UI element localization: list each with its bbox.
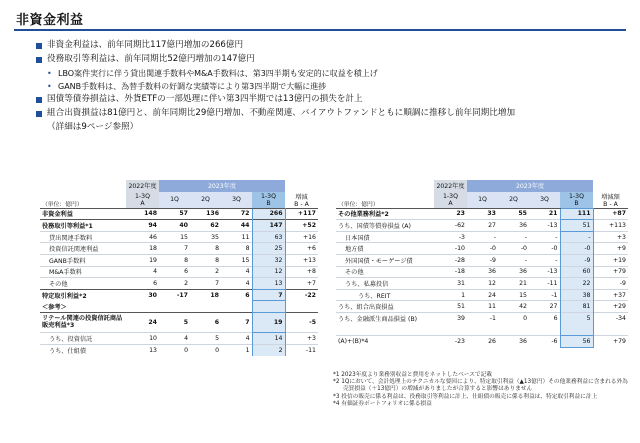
row-value: 51 — [560, 220, 593, 232]
row-value: 42 — [498, 301, 529, 313]
table-row — [336, 336, 628, 348]
col-diff-title: 増減 — [295, 193, 308, 201]
row-value: 147 — [252, 220, 285, 232]
unit-text: （単位：億円） — [338, 201, 379, 208]
row-value: 18 — [126, 243, 159, 255]
row-value: 11 — [221, 231, 252, 243]
col-a-label — [434, 192, 467, 209]
row-value: +3 — [285, 332, 318, 344]
row-value: 8 — [221, 243, 252, 255]
table-row — [40, 220, 318, 232]
table-row — [336, 278, 628, 290]
row-value: +9 — [593, 243, 628, 255]
row-value — [252, 301, 285, 313]
row-label: 非資金利益 — [40, 208, 126, 220]
col-diff-title: 増減額 — [601, 193, 620, 201]
row-value: 18 — [190, 289, 221, 301]
row-value: - — [529, 231, 560, 243]
row-value: +79 — [593, 266, 628, 278]
row-value: -0 — [467, 243, 498, 255]
table-row — [40, 243, 318, 255]
row-value: - — [498, 254, 529, 266]
row-value: 4 — [221, 266, 252, 278]
row-label: 投資信託関連利益 — [40, 243, 126, 255]
row-label: うち、私募投信 — [336, 278, 434, 290]
row-value: 12 — [252, 266, 285, 278]
col-2q: 2Q — [190, 192, 221, 209]
row-value: +13 — [285, 254, 318, 266]
header-blank — [285, 180, 318, 192]
table-row — [40, 332, 318, 344]
row-value: 46 — [126, 231, 159, 243]
row-value: 57 — [159, 208, 190, 220]
row-value: 39 — [434, 312, 467, 324]
header-2023: 2023年度 — [467, 180, 593, 192]
row-label: GANB手数料 — [40, 254, 126, 266]
row-label — [336, 324, 434, 336]
row-label: うち、国債等債券損益 (A) — [336, 220, 434, 232]
row-value: -9 — [593, 278, 628, 290]
bullet-fee-income: 役務取引等利益は、前年同期比52億円増加の147億円 — [36, 54, 626, 66]
col-b-letter: B — [574, 199, 579, 207]
row-value: 6 — [529, 312, 560, 324]
row-value: -1 — [529, 289, 560, 301]
row-value: +79 — [593, 336, 628, 348]
row-value: 2 — [252, 344, 285, 356]
row-value: 6 — [221, 289, 252, 301]
row-value: 2 — [190, 266, 221, 278]
row-value: -13 — [529, 220, 560, 232]
row-label: うち、投資信託 — [40, 332, 126, 344]
row-value: 51 — [434, 301, 467, 313]
table-row — [40, 266, 318, 278]
col-b-label — [252, 192, 285, 209]
row-value: 23 — [434, 208, 467, 220]
row-value — [126, 301, 159, 313]
table-row — [336, 301, 628, 313]
row-value — [498, 324, 529, 336]
row-value: -9 — [467, 254, 498, 266]
row-value: 60 — [560, 266, 593, 278]
row-label: 外国国債・モーゲージ債 — [336, 254, 434, 266]
col-b-period: 1-3Q — [569, 192, 584, 200]
row-label: その他 — [336, 266, 434, 278]
footnote-1: *1 2023年度より業務別収益と費用をネットしたベースで記載 — [333, 372, 492, 378]
header-row-years — [40, 180, 318, 192]
col-1q: 1Q — [159, 192, 190, 209]
table-row — [40, 231, 318, 243]
row-value: -11 — [529, 278, 560, 290]
row-value — [434, 324, 467, 336]
row-value: 2 — [159, 278, 190, 290]
col-3q: 3Q — [221, 192, 252, 209]
row-value: +29 — [593, 301, 628, 313]
row-value: 10 — [126, 332, 159, 344]
row-value: 266 — [252, 208, 285, 220]
row-value: 94 — [126, 220, 159, 232]
row-value: 15 — [221, 254, 252, 266]
row-value: 8 — [190, 254, 221, 266]
row-label: うち、組合出資損益 — [336, 301, 434, 313]
row-label: 貸出関連手数料 — [40, 231, 126, 243]
col-b-label — [560, 192, 593, 209]
row-value: 21 — [529, 208, 560, 220]
row-value: 30 — [126, 289, 159, 301]
table-row — [336, 324, 628, 336]
row-value: 36 — [498, 336, 529, 348]
row-value: 63 — [252, 231, 285, 243]
row-value: 26 — [467, 336, 498, 348]
header-row-years — [336, 180, 628, 192]
col-1q: 1Q — [467, 192, 498, 209]
row-value: -1 — [467, 312, 498, 324]
header-2022: 2022年度 — [434, 180, 467, 192]
row-value — [593, 324, 628, 336]
footnote-4: *4 有価証券ポートフォリオに係る損益 — [333, 400, 432, 407]
row-value: 36 — [498, 266, 529, 278]
row-value: -23 — [434, 336, 467, 348]
row-value: - — [498, 231, 529, 243]
row-value: 15 — [159, 231, 190, 243]
row-value: 44 — [221, 220, 252, 232]
row-label: ＜参考＞ — [42, 303, 67, 311]
col-a-letter: A — [140, 199, 145, 207]
row-value: 35 — [190, 231, 221, 243]
header-2022: 2022年度 — [126, 180, 159, 192]
row-value: -13 — [529, 266, 560, 278]
row-value: 56 — [560, 336, 593, 348]
row-label: うち、金融派生商品損益 (B) — [336, 312, 434, 324]
row-label: 特定取引利益*2 — [40, 289, 126, 301]
row-value: +8 — [285, 266, 318, 278]
col-a-letter: A — [448, 199, 453, 207]
bullet-partnership: 組合出資損益は81億円と、前年同期比29億円増加、不動産関連、バイアウトファンドともに順調に推移し前年同期比増加 — [36, 108, 626, 120]
table-row — [40, 301, 318, 313]
footnotes — [333, 372, 633, 408]
row-value: 5 — [560, 312, 593, 324]
row-value: 38 — [560, 289, 593, 301]
row-label: うち、REIT — [336, 289, 434, 301]
table-row — [40, 254, 318, 266]
bullet-bond-gains: 国債等債券損益は、外貨ETFの一部処理に伴い第3四半期では13億円の損失を計上 — [36, 94, 626, 106]
right-other-income-table — [336, 180, 628, 348]
col-a-label — [126, 192, 159, 209]
sub-bullet-ganb: • GANB手数料は、為替手数料の好調な実績等により第3四半期で大幅に進捗 — [36, 81, 626, 93]
row-label: (A)+(B)*4 — [336, 336, 434, 348]
footnote-3: *3 投信の販売に係る利益は、役務取引等利益に計上、仕組債の販売に係る利益は、特定取引利益に計上 — [333, 393, 598, 400]
row-value: 13 — [252, 278, 285, 290]
col-3q: 3Q — [529, 192, 560, 209]
row-value: -28 — [434, 254, 467, 266]
row-label: 地方債 — [336, 243, 434, 255]
row-value: +6 — [285, 243, 318, 255]
row-value: 7 — [221, 312, 252, 332]
row-value: -17 — [159, 289, 190, 301]
row-value: -5 — [285, 312, 318, 332]
row-value — [560, 324, 593, 336]
row-value: 25 — [252, 243, 285, 255]
row-value: -0 — [498, 243, 529, 255]
table-row — [336, 254, 628, 266]
sub-bullet-lbo: • LBO案件実行に伴う貸出関連手数料やM&A手数料は、第3四半期も安定的に収益を積上げ — [36, 68, 626, 80]
row-label: その他 — [40, 278, 126, 290]
row-value: -10 — [434, 243, 467, 255]
row-value: 81 — [560, 301, 593, 313]
col-2q: 2Q — [498, 192, 529, 209]
row-value: 0 — [498, 312, 529, 324]
row-value: 4 — [221, 332, 252, 344]
left-income-table — [40, 180, 318, 356]
row-value: 21 — [498, 278, 529, 290]
table-row — [40, 278, 318, 290]
unit-label — [336, 180, 434, 192]
row-value: 4 — [221, 278, 252, 290]
row-value: 8 — [190, 243, 221, 255]
row-value: -0 — [529, 243, 560, 255]
col-b-period: 1-3Q — [261, 192, 276, 200]
row-value: 19 — [252, 312, 285, 332]
row-value: 12 — [467, 278, 498, 290]
row-value: 11 — [467, 301, 498, 313]
row-value — [221, 301, 252, 313]
row-value: 5 — [190, 332, 221, 344]
table-row — [336, 220, 628, 232]
row-value — [190, 301, 221, 313]
table-row — [40, 208, 318, 220]
row-value: +16 — [285, 231, 318, 243]
row-label: 役務取引等利益*1 — [40, 220, 126, 232]
row-value: +113 — [593, 220, 628, 232]
row-value: 4 — [126, 266, 159, 278]
row-value: 13 — [126, 344, 159, 356]
row-value: 24 — [126, 312, 159, 332]
row-value: 36 — [498, 220, 529, 232]
summary-bullets — [36, 40, 626, 136]
row-value: 7 — [252, 289, 285, 301]
row-value: +87 — [593, 208, 628, 220]
header-blank — [593, 180, 628, 192]
row-value: 8 — [159, 254, 190, 266]
row-value: 19 — [126, 254, 159, 266]
table-row — [336, 289, 628, 301]
row-value: -18 — [434, 266, 467, 278]
table-row — [336, 266, 628, 278]
bullet-noninterest-income: 非資金利益は、前年同期比117億円増加の266億円 — [36, 40, 626, 52]
row-value: 5 — [159, 312, 190, 332]
row-value: +3 — [593, 231, 628, 243]
row-value: 31 — [434, 278, 467, 290]
unit-text: （単位：億円） — [42, 201, 83, 208]
table-row — [40, 344, 318, 356]
row-value: 0 — [190, 344, 221, 356]
row-value: 36 — [467, 266, 498, 278]
row-value: 1 — [221, 344, 252, 356]
row-value: +52 — [285, 220, 318, 232]
row-value: -6 — [529, 336, 560, 348]
col-a-period: 1-3Q — [135, 192, 150, 200]
row-value: -34 — [593, 312, 628, 324]
table-row — [336, 231, 628, 243]
row-value: 4 — [159, 332, 190, 344]
row-label: うち、仕組債 — [40, 344, 126, 356]
row-value: 7 — [190, 278, 221, 290]
row-value: - — [529, 254, 560, 266]
row-value: -0 — [560, 243, 593, 255]
table-row — [40, 289, 318, 301]
row-value: - — [467, 231, 498, 243]
col-diff-label — [285, 192, 318, 209]
row-value: +19 — [593, 254, 628, 266]
row-value: 40 — [159, 220, 190, 232]
row-value: -9 — [560, 254, 593, 266]
unit-label — [40, 180, 126, 192]
row-value: 6 — [159, 266, 190, 278]
row-value: 22 — [560, 278, 593, 290]
table-row — [336, 208, 628, 220]
row-value — [529, 324, 560, 336]
col-diff-formula: B - A — [603, 200, 618, 208]
row-value: 6 — [190, 312, 221, 332]
row-value: +117 — [285, 208, 318, 220]
row-value: 1 — [434, 289, 467, 301]
row-value — [467, 324, 498, 336]
title-underline — [14, 29, 626, 31]
row-value: -22 — [285, 289, 318, 301]
row-value: 24 — [467, 289, 498, 301]
row-value: 0 — [159, 344, 190, 356]
row-value: 111 — [560, 208, 593, 220]
row-value: 6 — [126, 278, 159, 290]
table-row — [336, 243, 628, 255]
row-value: 7 — [159, 243, 190, 255]
row-value: +37 — [593, 289, 628, 301]
row-value: 33 — [467, 208, 498, 220]
row-value: 27 — [529, 301, 560, 313]
col-b-letter: B — [266, 199, 271, 207]
row-value — [159, 301, 190, 313]
table-row — [40, 312, 318, 332]
col-diff-label — [593, 192, 628, 209]
row-label: M&A手数料 — [40, 266, 126, 278]
row-value: +7 — [285, 278, 318, 290]
row-label: 日本国債 — [336, 231, 434, 243]
footnote-2: *2 1Qにおいて、会計処理上のテクニカルな要因により、特定取引利益（▲13億円）その他業務利益に含まれる外為売買損益（＋13億円）の増減がありましたが合算すると影響はありません — [333, 379, 628, 393]
row-value: 27 — [467, 220, 498, 232]
row-value: 148 — [126, 208, 159, 220]
row-label: その他業務利益*2 — [336, 208, 434, 220]
header-2023: 2023年度 — [159, 180, 285, 192]
bullet-partnership-ref: （詳細は9ページ参照） — [47, 122, 139, 132]
row-value — [285, 301, 318, 313]
page-title: 非資金利益 — [16, 13, 84, 28]
table-row — [336, 312, 628, 324]
col-diff-formula: B - A — [294, 200, 309, 208]
row-value: -3 — [434, 231, 467, 243]
row-value: 72 — [221, 208, 252, 220]
row-label: リテール関連の投資信託商品販売利益*3 — [40, 312, 126, 332]
col-a-period: 1-3Q — [443, 192, 458, 200]
row-value: 136 — [190, 208, 221, 220]
row-value: -62 — [434, 220, 467, 232]
row-value: 32 — [252, 254, 285, 266]
row-value: 62 — [190, 220, 221, 232]
row-value: 55 — [498, 208, 529, 220]
row-value: - — [560, 231, 593, 243]
row-value: -11 — [285, 344, 318, 356]
row-value: 15 — [498, 289, 529, 301]
row-value: 14 — [252, 332, 285, 344]
